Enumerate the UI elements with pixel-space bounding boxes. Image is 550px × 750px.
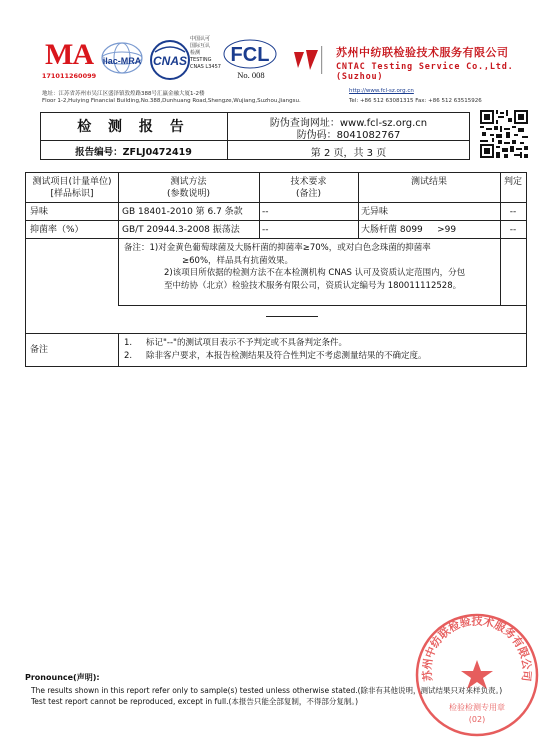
- page-info: 第 2 页，共 3 页: [310, 148, 387, 159]
- header-requirement-sub: (备注): [295, 189, 322, 199]
- header-item-label: 测试项目(计量单位): [32, 177, 112, 187]
- fcl-number: No. 008: [237, 70, 265, 80]
- divider: [500, 173, 501, 305]
- column-header-item: [26, 176, 118, 200]
- cnas-text: CNAS: [152, 54, 188, 68]
- note-number: 2.: [124, 351, 133, 361]
- remark-line: 至中纺协（北京）检验技术服务有限公司，资质认定编号为 180011112528。: [164, 280, 462, 291]
- divider: [26, 333, 526, 334]
- header-method-sub: (参数说明): [166, 189, 211, 199]
- divider: [26, 238, 526, 239]
- cnas-info-line: 国际互认: [190, 43, 211, 49]
- website-link[interactable]: http://www.fcl-sz.org.cn: [349, 88, 414, 94]
- remark-line: 2)该项目所依据的检测方法不在本检测机构 CNAS 认可及资质认定范围内，分包: [164, 268, 466, 278]
- remark-line: ≥60%，样品具有抗菌效果。: [182, 255, 294, 266]
- cnas-info-line: TESTING: [190, 57, 212, 63]
- note-text: 除非客户要求，本报告检测结果及符合性判定不考虑测量结果的不确定度。: [146, 351, 427, 361]
- list-item: [124, 337, 504, 350]
- star-icon: [461, 660, 493, 689]
- pronounce-title: Pronounce(声明):: [25, 673, 100, 682]
- header-item-sub: [样品标识]: [50, 189, 94, 199]
- company-name-en: CNTAC Testing Service Co.,Ltd.(Suzhou): [336, 62, 514, 82]
- ma-logo: MA: [45, 38, 93, 71]
- address-en: Floor 1-2,Huiying Financial Building,No.388,Dunhuang Road,Shengze,Wujiang,Suzhou,Jiangsu.: [42, 98, 301, 104]
- address-cn: 地址：江苏省苏州市吴江区盛泽镇敦煌路388号汇赢金融大厦1-2楼: [42, 91, 205, 97]
- table-cell: 异味: [30, 207, 49, 217]
- table-cell: GB 18401-2010 第 6.7 条款: [122, 207, 243, 217]
- cnas-logo: [147, 38, 193, 84]
- table-cell: --: [509, 207, 517, 217]
- column-header-result: 测试结果: [410, 177, 447, 187]
- cnas-info-line: 中国认可: [190, 36, 211, 42]
- report-number: 报告编号：ZFLJ0472419: [75, 147, 192, 158]
- header-method-label: 测试方法: [170, 177, 207, 187]
- divider: [26, 202, 526, 203]
- company-name-cn: 苏州中纺联检验技术服务有限公司: [336, 46, 509, 59]
- cnas-info-line: 检测: [190, 50, 201, 56]
- cnas-info-line: CNAS L3457: [190, 64, 221, 70]
- table-cell: --: [509, 225, 517, 235]
- divider: [266, 316, 318, 317]
- results-table: [25, 172, 527, 367]
- table-cell: 抑菌率（%）: [30, 225, 84, 235]
- stamp-ring-text: 苏州中纺联检验技术服务有限公司: [420, 614, 534, 683]
- remark-block: [124, 242, 496, 292]
- report-title: 检 测 报 告: [77, 119, 190, 135]
- ma-number: 171011260099: [41, 72, 97, 80]
- notes-label: 备注: [30, 345, 49, 355]
- divider: [26, 220, 526, 221]
- note-number: 1.: [124, 338, 133, 348]
- fcl-logo: [222, 36, 278, 72]
- column-header-method: [118, 176, 259, 200]
- stamp-inner-text: 检验检测专用章: [449, 703, 505, 712]
- list-item: [124, 350, 504, 363]
- cntac-logo-mark: [290, 44, 326, 76]
- table-cell: 大肠杆菌 8099 >99: [361, 225, 457, 235]
- verify-code: 防伪码：8041082767: [296, 130, 401, 141]
- table-cell: --: [262, 225, 269, 235]
- note-text: 标记"--"的测试项目表示不予判定或不具备判定条件。: [146, 338, 347, 348]
- pronounce-line: Test test report cannot be reproduced, except in full.(本报告只能全部复制，不得部分复制。): [31, 697, 359, 706]
- header-requirement-label: 技术要求: [290, 177, 327, 187]
- official-stamp: [412, 610, 542, 740]
- pronounce-line: The results shown in this report refer only to sample(s) tested unless otherwise stated.(除非有其他说明，测试结果只对来样负责。): [31, 686, 503, 695]
- stamp-number: (02): [468, 715, 486, 724]
- table-cell: 无异味: [361, 207, 389, 217]
- qr-code-icon: [480, 110, 528, 158]
- table-cell: GB/T 20944.3-2008 振荡法: [122, 225, 240, 235]
- table-cell: --: [262, 207, 269, 217]
- notes-list: [124, 337, 504, 363]
- tel-fax: Tel: +86 512 63081315 Fax: +86 512 63515926: [349, 98, 482, 104]
- divider: [118, 333, 119, 366]
- verify-website: 防伪查询网址：www.fcl-sz.org.cn: [269, 118, 428, 129]
- fcl-text: FCL: [230, 44, 270, 66]
- ilac-mra-logo: [98, 38, 146, 84]
- column-header-requirement: [259, 176, 358, 200]
- divider: [118, 305, 526, 306]
- column-header-judgement: 判定: [503, 177, 522, 187]
- remark-line: 备注：1)对金黄色葡萄球菌及大肠杆菌的抑菌率≥70%，或对白色念珠菌的抑菌率: [124, 243, 431, 253]
- ilac-text: ilac-MRA: [102, 56, 142, 66]
